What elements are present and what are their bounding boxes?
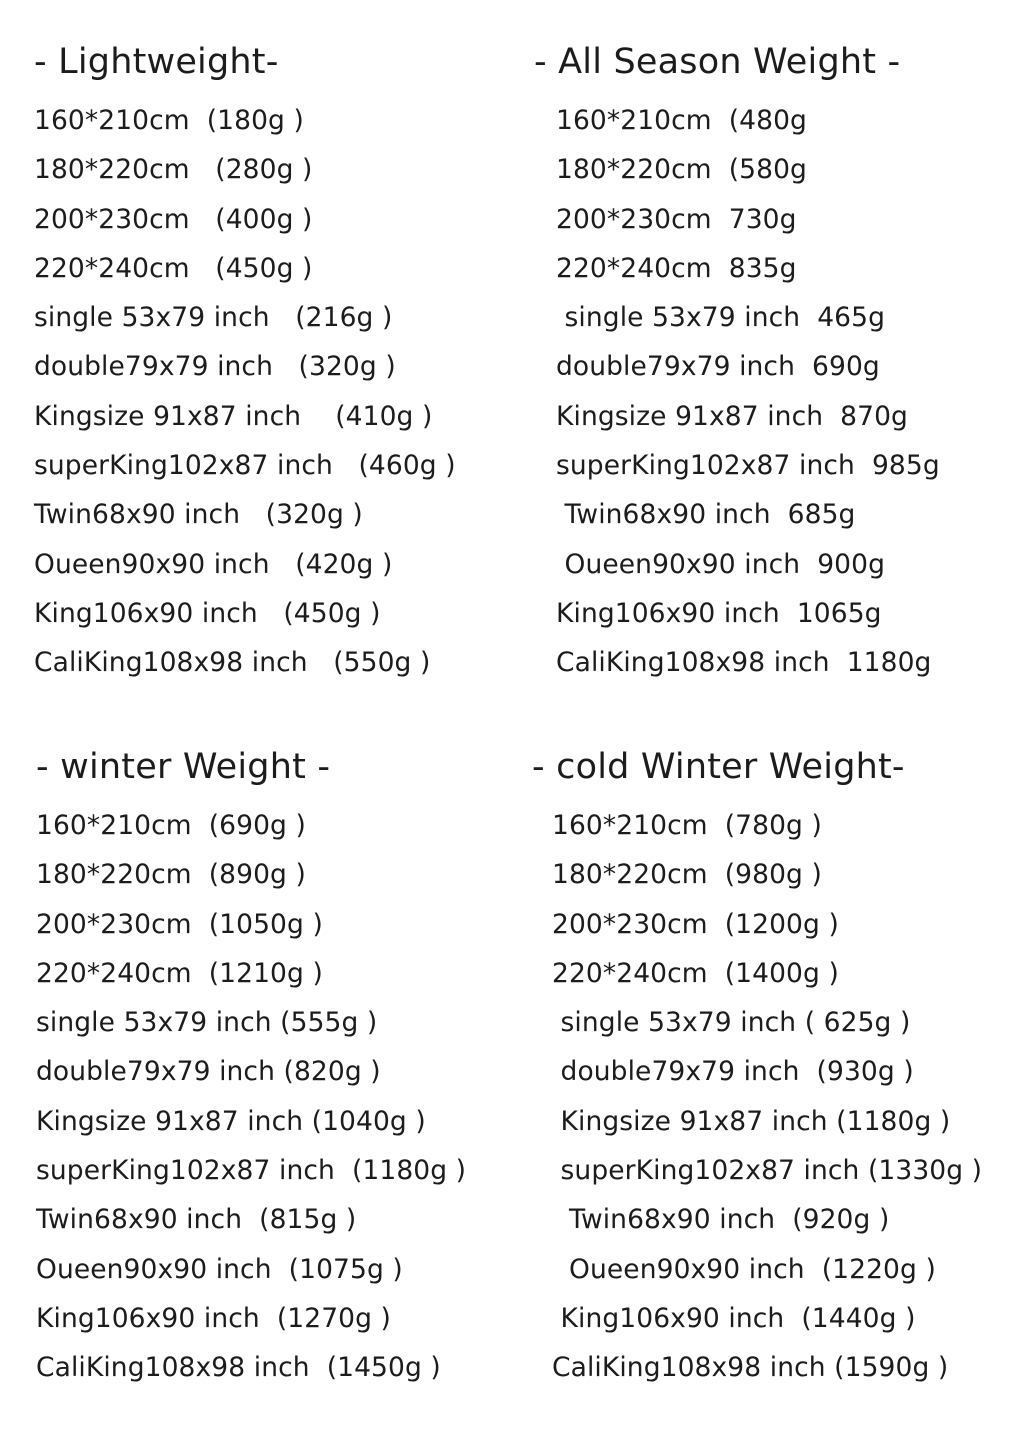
list-item: CaliKing108x98 inch (1590g ) [552, 1352, 949, 1384]
list-item: superKing102x87 inch (1330g ) [552, 1155, 983, 1187]
section-all-season [534, 38, 1014, 688]
list-item: Oueen90x90 inch (1220g ) [552, 1253, 936, 1285]
list-item: Kingsize 91x87 inch (1180g ) [552, 1105, 951, 1137]
list-item: 220*240cm (450g ) [34, 252, 313, 284]
list-item: single 53x79 inch (555g ) [36, 1007, 378, 1039]
list-item: CaliKing108x98 inch 1180g [556, 647, 932, 679]
list-item: 220*240cm (1210g ) [36, 957, 323, 989]
list-item: 180*220cm (980g ) [552, 859, 822, 891]
size-weight-list [556, 96, 1014, 688]
list-item: Oueen90x90 inch (420g ) [34, 548, 393, 580]
section-lightweight [34, 38, 514, 688]
list-item: Twin68x90 inch (920g ) [552, 1204, 890, 1236]
list-item: CaliKing108x98 inch (550g ) [34, 647, 431, 679]
list-item: 180*220cm (580g [556, 154, 807, 186]
list-item: 200*230cm (1200g ) [552, 908, 839, 940]
list-item: Kingsize 91x87 inch (1040g ) [36, 1105, 426, 1137]
section-heading: - Lightweight- [34, 42, 279, 82]
list-item: 180*220cm (280g ) [34, 154, 313, 186]
list-item: Kingsize 91x87 inch (410g ) [34, 400, 433, 432]
list-item: 160*210cm (480g [556, 105, 807, 136]
list-item: 220*240cm 835g [556, 252, 797, 284]
list-item: Oueen90x90 inch 900g [556, 548, 885, 580]
size-weight-list [552, 801, 1012, 1393]
section-winter [36, 743, 516, 1393]
list-item: 180*220cm (890g ) [36, 859, 306, 891]
section-cold-winter [532, 743, 1012, 1393]
list-item: 220*240cm (1400g ) [552, 957, 839, 989]
list-item: double79x79 inch (320g ) [34, 351, 396, 383]
list-item: Twin68x90 inch 685g [556, 499, 856, 531]
list-item: 160*210cm (690g ) [36, 810, 306, 841]
list-item: 200*230cm (400g ) [34, 203, 313, 235]
list-item: Twin68x90 inch (815g ) [36, 1204, 357, 1236]
list-item: double79x79 inch (820g ) [36, 1056, 381, 1088]
list-item: Kingsize 91x87 inch 870g [556, 400, 908, 432]
list-item: superKing102x87 inch (1180g ) [36, 1155, 467, 1187]
section-heading: - winter Weight - [36, 747, 331, 787]
list-item: King106x90 inch (1440g ) [552, 1302, 916, 1334]
size-weight-list [34, 96, 514, 688]
list-item: 200*230cm (1050g ) [36, 908, 323, 940]
list-item: single 53x79 inch 465g [556, 302, 886, 334]
list-item: single 53x79 inch ( 625g ) [552, 1007, 911, 1039]
section-heading: - cold Winter Weight- [532, 747, 905, 787]
list-item: 160*210cm (780g ) [552, 810, 822, 841]
list-item: King106x90 inch (1270g ) [36, 1302, 391, 1334]
list-item: King106x90 inch 1065g [556, 597, 882, 629]
list-item: Twin68x90 inch (320g ) [34, 499, 363, 531]
list-item: King106x90 inch (450g ) [34, 597, 381, 629]
list-item: single 53x79 inch (216g ) [34, 302, 393, 334]
section-heading: - All Season Weight - [534, 42, 901, 82]
list-item: Oueen90x90 inch (1075g ) [36, 1253, 403, 1285]
list-item: double79x79 inch 690g [556, 351, 880, 383]
list-item: superKing102x87 inch (460g ) [34, 450, 456, 482]
list-item: double79x79 inch (930g ) [552, 1056, 914, 1088]
list-item: 200*230cm 730g [556, 203, 797, 235]
size-weight-list [36, 801, 516, 1393]
list-item: CaliKing108x98 inch (1450g ) [36, 1352, 441, 1384]
list-item: superKing102x87 inch 985g [556, 450, 940, 482]
list-item: 160*210cm (180g ) [34, 105, 304, 136]
